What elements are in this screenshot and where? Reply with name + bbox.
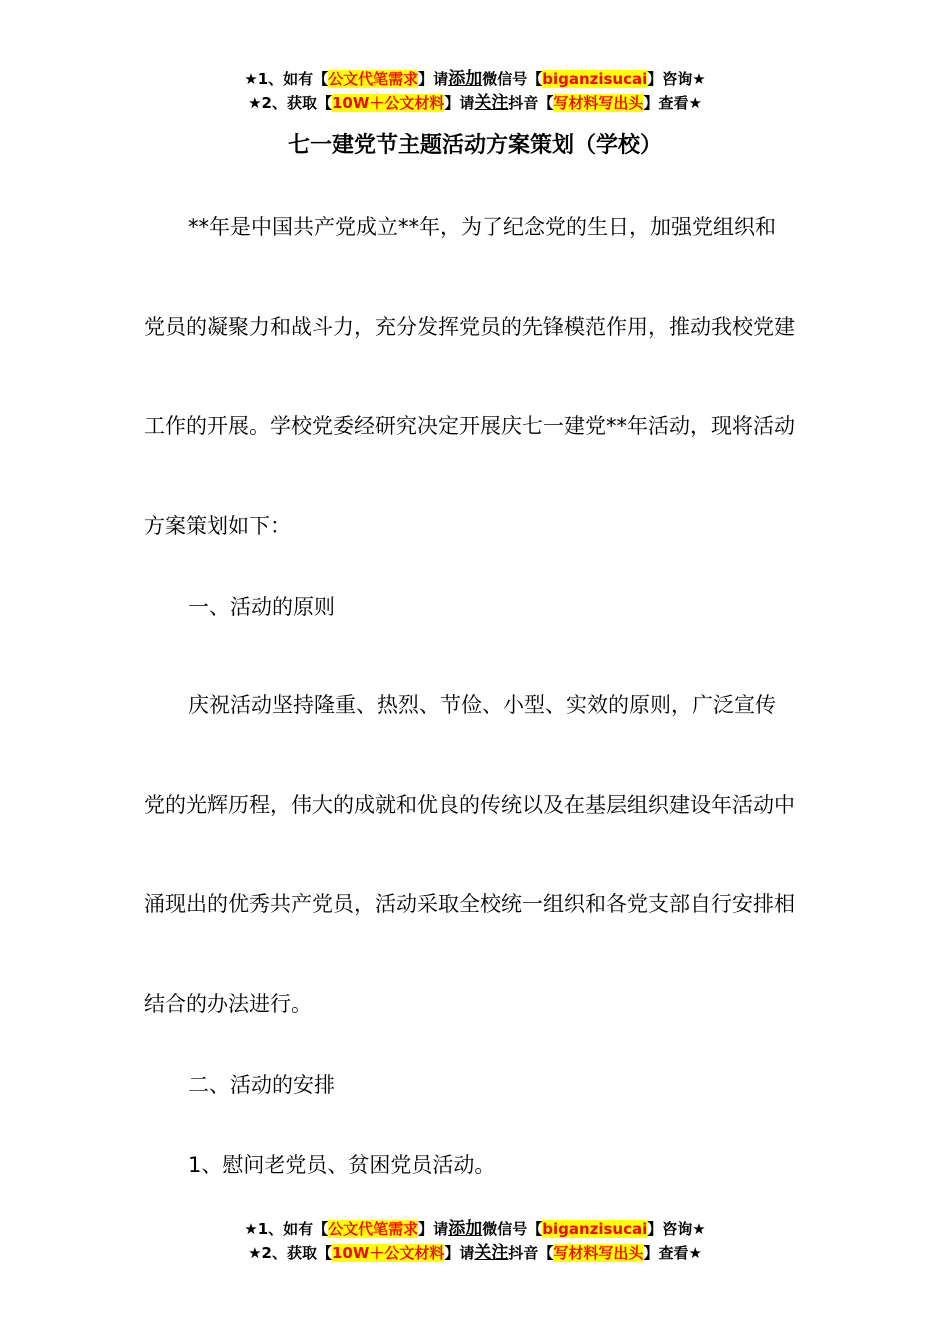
banner-text: 】查看 <box>643 94 689 112</box>
highlight-wechat-id: biganzisucai <box>542 1220 648 1238</box>
banner-emphasis: 添加 <box>448 69 483 89</box>
list-item-1: 1、慰问老党员、贫困党员活动。 <box>188 1153 496 1177</box>
highlight-douyin-account: 写材料写出头 <box>553 1244 644 1262</box>
star-icon: ★ <box>248 94 262 112</box>
document-body <box>144 178 796 1196</box>
star-icon: ★ <box>692 70 706 88</box>
star-icon: ★ <box>244 1220 258 1238</box>
paragraph-principles: 庆祝活动坚持隆重、热烈、节俭、小型、实效的原则，广泛宣传党的光辉历程，伟大的成就和优良的传统以及在基层组织建设年活动中涌现出的优秀共产党员，活动采取全校统一组织和各党支部自行安排相结合的办法进行。 <box>144 693 795 1016</box>
banner-line-2 <box>0 92 950 116</box>
banner-text: 抖音【 <box>508 94 554 112</box>
star-icon: ★ <box>248 1244 262 1262</box>
star-icon: ★ <box>688 94 702 112</box>
banner-line-2 <box>0 1242 950 1266</box>
banner-text: 】查看 <box>643 1244 689 1262</box>
banner-text: 1、如有【 <box>257 70 329 88</box>
banner-text: 】请 <box>444 1244 475 1262</box>
banner-text: 抖音【 <box>508 1244 554 1262</box>
banner-text: 】请 <box>444 94 475 112</box>
banner-text: 1、如有【 <box>257 1220 329 1238</box>
highlight-service: 公文代笔需求 <box>328 1220 419 1238</box>
banner-text: 】请 <box>418 1220 449 1238</box>
banner-text: 2、获取【 <box>261 94 332 112</box>
highlight-service: 公文代笔需求 <box>328 70 419 88</box>
section-heading-principles: 一、活动的原则 <box>188 595 335 619</box>
banner-text: 】咨询 <box>647 1220 693 1238</box>
banner-emphasis: 关注 <box>474 93 509 113</box>
banner-emphasis: 关注 <box>474 1243 509 1263</box>
highlight-wechat-id: biganzisucai <box>542 70 648 88</box>
highlight-materials: 10W＋公文材料 <box>331 1244 445 1262</box>
document-title: 七一建党节主题活动方案策划（学校） <box>287 133 662 158</box>
banner-line-1 <box>0 68 950 92</box>
footer-banner <box>0 1218 950 1266</box>
highlight-douyin-account: 写材料写出头 <box>553 94 644 112</box>
banner-text: 微信号【 <box>482 1220 543 1238</box>
banner-text: 】咨询 <box>647 70 693 88</box>
banner-text: 微信号【 <box>482 70 543 88</box>
banner-text: 】请 <box>418 70 449 88</box>
star-icon: ★ <box>244 70 258 88</box>
banner-line-1 <box>0 1218 950 1242</box>
highlight-materials: 10W＋公文材料 <box>331 94 445 112</box>
header-banner <box>0 68 950 116</box>
paragraph-intro: **年是中国共产党成立**年，为了纪念党的生日，加强党组织和党员的凝聚力和战斗力，充分发挥党员的先锋模范作用，推动我校党建工作的开展。学校党委经研究决定开展庆七一建党**年活动，现将活动方案策划如下： <box>144 215 795 538</box>
section-heading-arrangements: 二、活动的安排 <box>188 1073 335 1097</box>
banner-emphasis: 添加 <box>448 1219 483 1239</box>
star-icon: ★ <box>692 1220 706 1238</box>
star-icon: ★ <box>688 1244 702 1262</box>
banner-text: 2、获取【 <box>261 1244 332 1262</box>
